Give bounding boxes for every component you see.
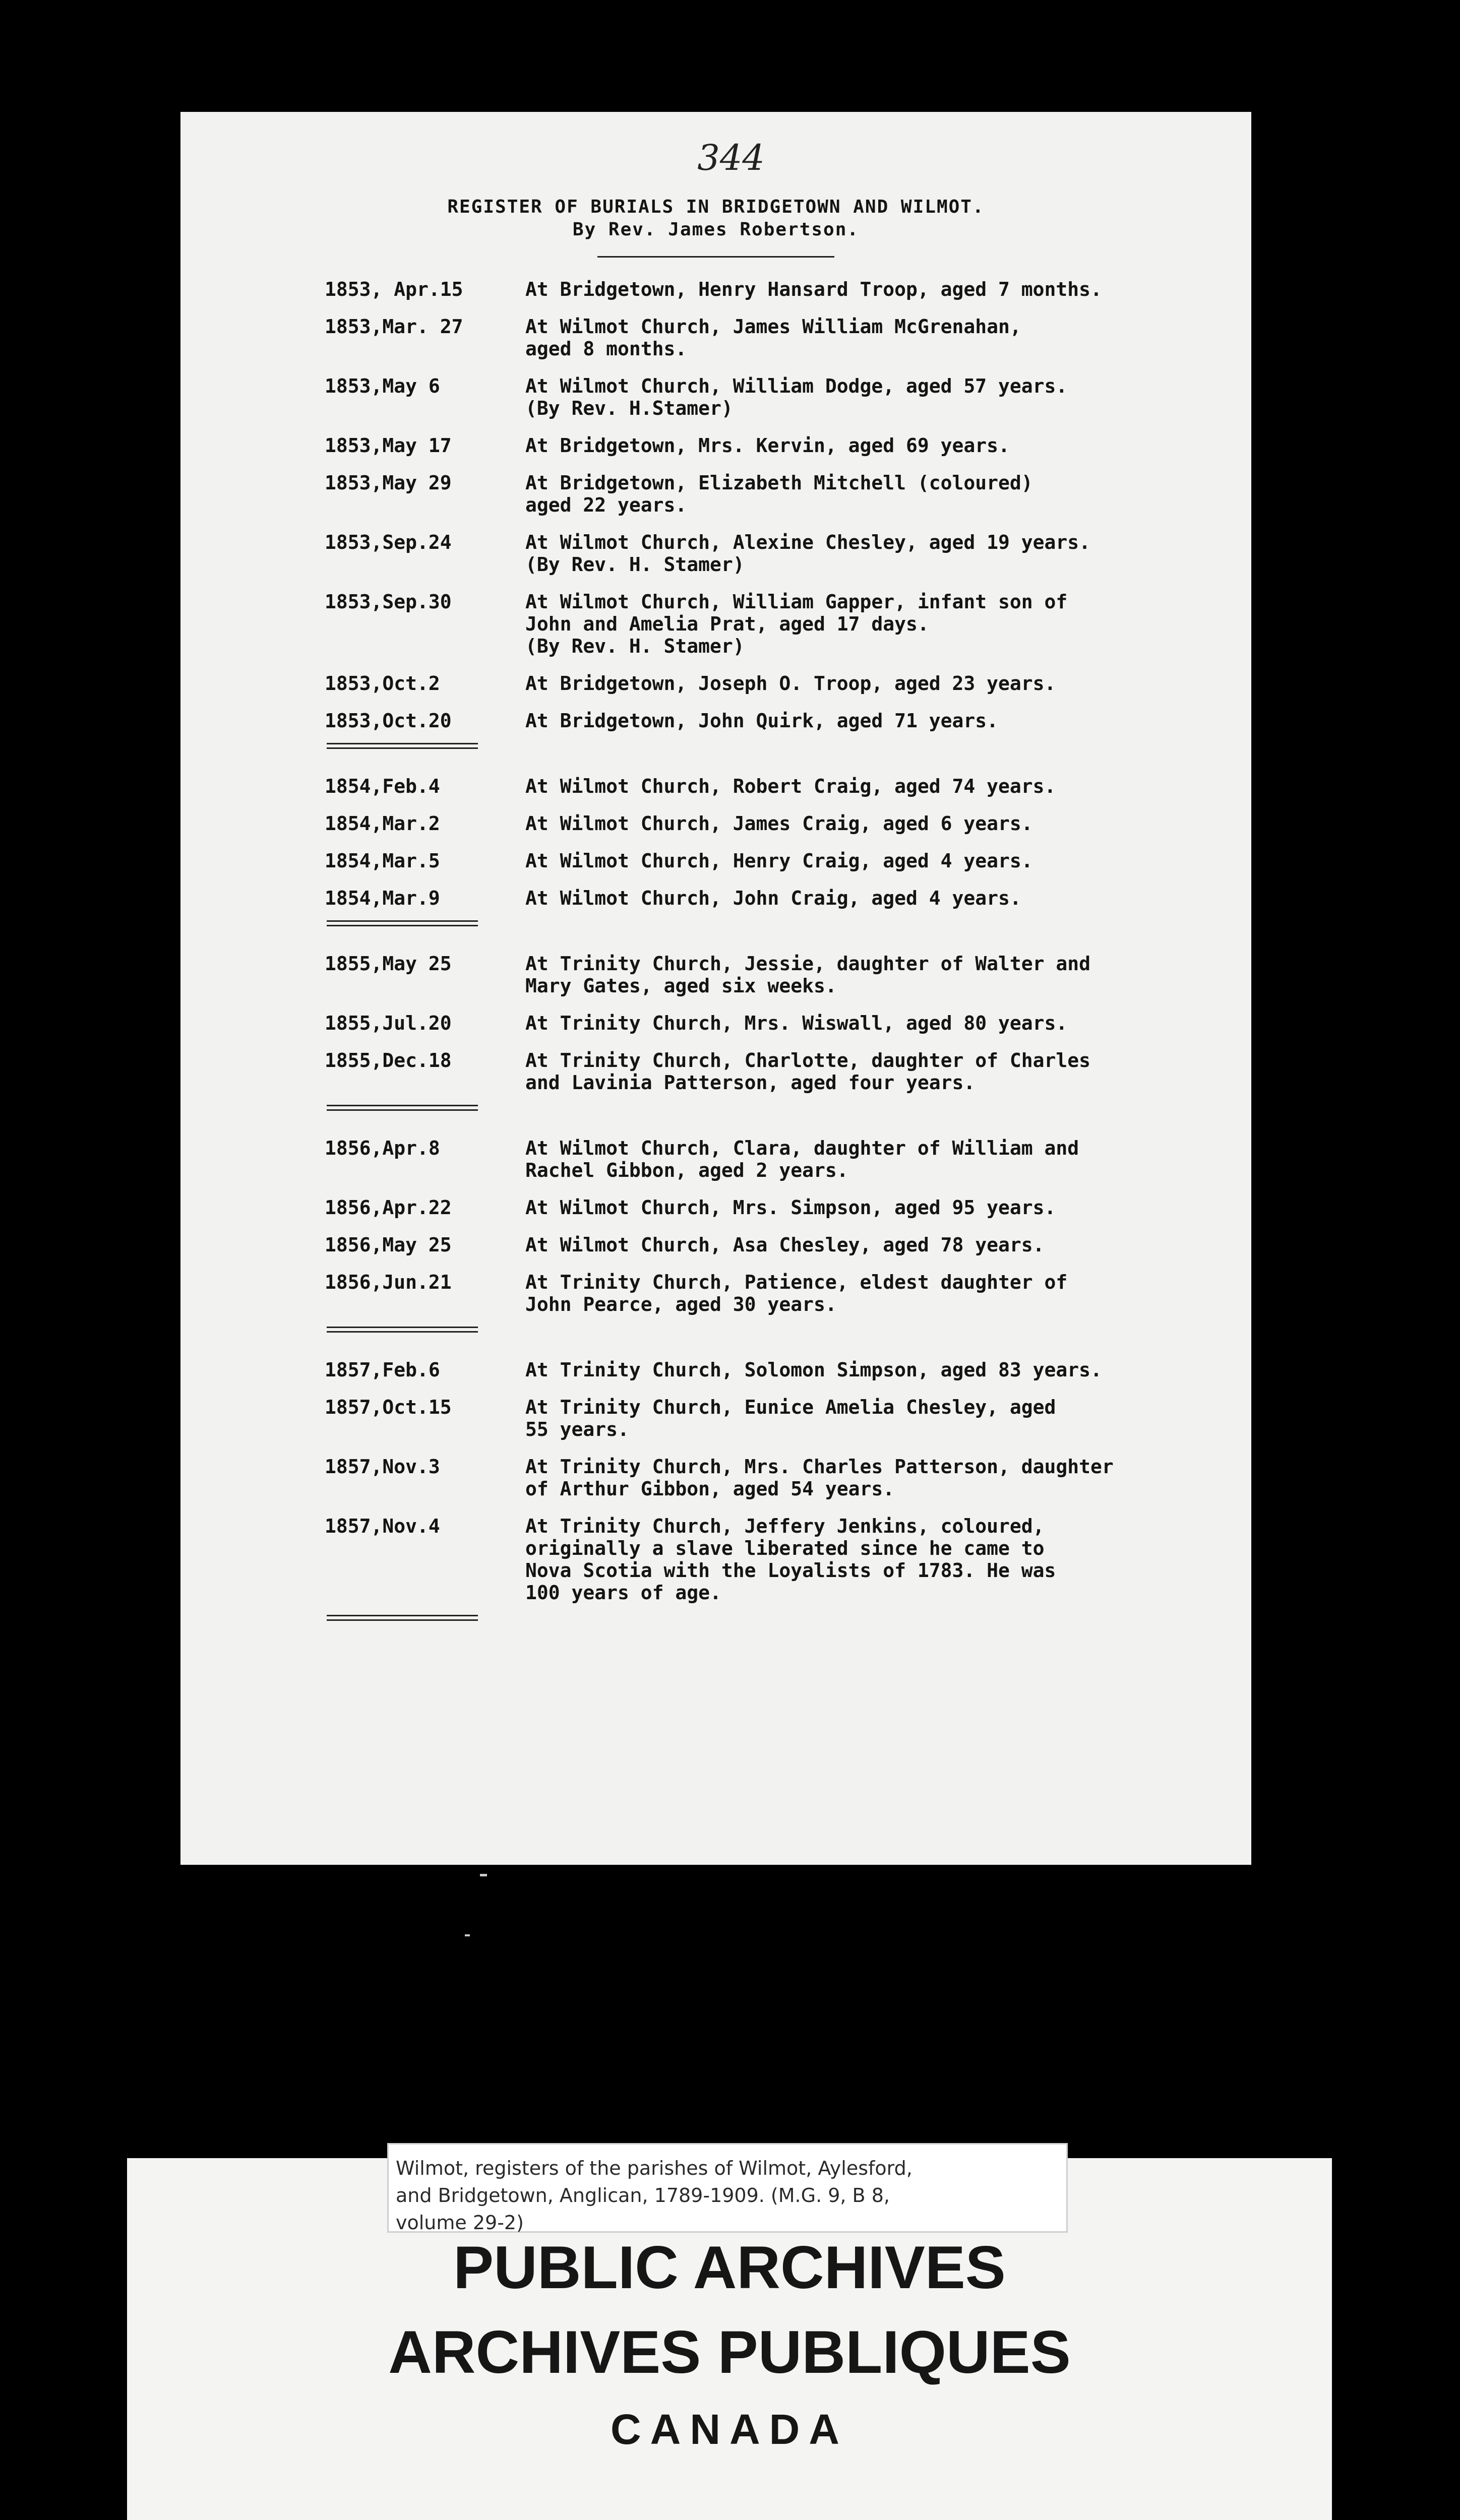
entry-text: At Trinity Church, Patience, eldest daughter of John Pearce, aged 30 years. [525, 1271, 1068, 1315]
year-separator [327, 743, 478, 749]
archive-card [127, 2158, 1332, 2520]
entry-text: At Wilmot Church, James Craig, aged 6 years. [525, 812, 1033, 835]
register-heading [180, 197, 1251, 258]
burial-entry [180, 472, 1251, 516]
entry-date: 1854,Mar.9 [325, 887, 440, 909]
entry-text: At Wilmot Church, William Dodge, aged 57 years. (By Rev. H.Stamer) [525, 375, 1068, 419]
entry-text: At Bridgetown, Joseph O. Troop, aged 23 years. [525, 672, 1056, 695]
burial-entry [180, 850, 1251, 872]
burial-entry [180, 1196, 1251, 1219]
burial-entry [180, 1234, 1251, 1256]
burial-entry [180, 1359, 1251, 1381]
burial-entry [180, 1049, 1251, 1094]
year-separator [327, 1327, 478, 1333]
entry-text: At Wilmot Church, John Craig, aged 4 years. [525, 887, 1021, 909]
entry-text: At Trinity Church, Mrs. Wiswall, aged 80 years. [525, 1012, 1068, 1034]
entry-date: 1854,Mar.2 [325, 812, 440, 835]
burial-entry [180, 672, 1251, 695]
year-separator [327, 920, 478, 926]
entry-date: 1857,Nov.4 [325, 1515, 440, 1537]
entry-text: At Wilmot Church, Robert Craig, aged 74 years. [525, 775, 1056, 797]
entry-date: 1855,May 25 [325, 953, 452, 975]
entry-text: At Wilmot Church, Henry Craig, aged 4 years. [525, 850, 1033, 872]
entry-date: 1853,Oct.20 [325, 710, 452, 732]
entry-date: 1853,Oct.2 [325, 672, 440, 695]
film-speck [465, 1934, 470, 1936]
entry-date: 1854,Feb.4 [325, 775, 440, 797]
folio-number: 344 [697, 137, 765, 178]
burial-entry [180, 278, 1251, 300]
film-speck [480, 1874, 487, 1876]
burial-entry [180, 953, 1251, 997]
burial-entry [180, 591, 1251, 657]
entry-text: At Bridgetown, Elizabeth Mitchell (coloured) aged 22 years. [525, 472, 1033, 516]
burial-entry [180, 710, 1251, 732]
entry-text: At Trinity Church, Jeffery Jenkins, coloured, originally a slave liberated since he came to Nova Scotia with the Loyalists of 1783. He was 100 years of age. [525, 1515, 1056, 1604]
entry-text: At Wilmot Church, Alexine Chesley, aged 19 years. (By Rev. H. Stamer) [525, 531, 1091, 576]
entry-date: 1856,Apr.22 [325, 1196, 452, 1219]
archive-country: CANADA [611, 2406, 848, 2453]
burial-entry [180, 1515, 1251, 1604]
entry-date: 1856,Jun.21 [325, 1271, 452, 1293]
year-separator [327, 1105, 478, 1111]
entry-text: At Bridgetown, Mrs. Kervin, aged 69 years. [525, 434, 1010, 457]
entry-date: 1856,Apr.8 [325, 1137, 440, 1159]
entry-date: 1855,Dec.18 [325, 1049, 452, 1072]
entry-text: At Trinity Church, Solomon Simpson, aged 83 years. [525, 1359, 1102, 1381]
burial-entry [180, 887, 1251, 909]
register-title: REGISTER OF BURIALS IN BRIDGETOWN AND WILMOT. [447, 197, 985, 217]
collection-label: Wilmot, registers of the parishes of Wilmot, Aylesford, and Bridgetown, Anglican, 1789-1909. (M.G. 9, B 8, volume 29-2) [387, 2143, 1068, 2233]
register-byline: By Rev. James Robertson. [572, 219, 860, 240]
burial-entry [180, 375, 1251, 419]
entry-text: At Trinity Church, Jessie, daughter of Walter and Mary Gates, aged six weeks. [525, 953, 1091, 997]
entry-text: At Wilmot Church, Mrs. Simpson, aged 95 years. [525, 1196, 1056, 1219]
burial-entry [180, 1012, 1251, 1034]
entry-date: 1853,Sep.24 [325, 531, 452, 553]
burial-entry [180, 1137, 1251, 1181]
entry-date: 1853,May 29 [325, 472, 452, 494]
entry-text: At Wilmot Church, Asa Chesley, aged 78 years. [525, 1234, 1045, 1256]
burial-entry [180, 1271, 1251, 1315]
burial-entry [180, 531, 1251, 576]
entry-text: At Bridgetown, John Quirk, aged 71 years. [525, 710, 998, 732]
archive-title-english: PUBLIC ARCHIVES [453, 2234, 1006, 2301]
entry-date: 1857,Nov.3 [325, 1456, 440, 1478]
entry-text: At Wilmot Church, James William McGrenahan, aged 8 months. [525, 316, 1021, 360]
burial-entry [180, 775, 1251, 797]
burial-entry [180, 1456, 1251, 1500]
register-page [180, 112, 1251, 1865]
entry-date: 1853, Apr.15 [325, 278, 463, 300]
entry-text: At Wilmot Church, William Gapper, infant son of John and Amelia Prat, aged 17 days. (By Rev. H. Stamer) [525, 591, 1068, 657]
entry-text: At Trinity Church, Mrs. Charles Patterson, daughter of Arthur Gibbon, aged 54 years. [525, 1456, 1114, 1500]
burial-entries [180, 278, 1251, 1647]
entry-date: 1855,Jul.20 [325, 1012, 452, 1034]
entry-date: 1853,May 17 [325, 434, 452, 457]
entry-text: At Trinity Church, Charlotte, daughter of Charles and Lavinia Patterson, aged four years. [525, 1049, 1091, 1094]
burial-entry [180, 434, 1251, 457]
entry-text: At Bridgetown, Henry Hansard Troop, aged 7 months. [525, 278, 1102, 300]
entry-date: 1857,Feb.6 [325, 1359, 440, 1381]
burial-entry [180, 1396, 1251, 1440]
entry-date: 1856,May 25 [325, 1234, 452, 1256]
entry-text: At Wilmot Church, Clara, daughter of William and Rachel Gibbon, aged 2 years. [525, 1137, 1079, 1181]
burial-entry [180, 812, 1251, 835]
entry-date: 1854,Mar.5 [325, 850, 440, 872]
entry-date: 1853,Mar. 27 [325, 316, 463, 338]
archive-title-french: ARCHIVES PUBLIQUES [388, 2318, 1071, 2386]
burial-entry [180, 316, 1251, 360]
year-separator [327, 1615, 478, 1621]
entry-date: 1853,May 6 [325, 375, 440, 397]
entry-date: 1853,Sep.30 [325, 591, 452, 613]
entry-text: At Trinity Church, Eunice Amelia Chesley, aged 55 years. [525, 1396, 1056, 1440]
title-underline [597, 256, 834, 258]
entry-date: 1857,Oct.15 [325, 1396, 452, 1418]
